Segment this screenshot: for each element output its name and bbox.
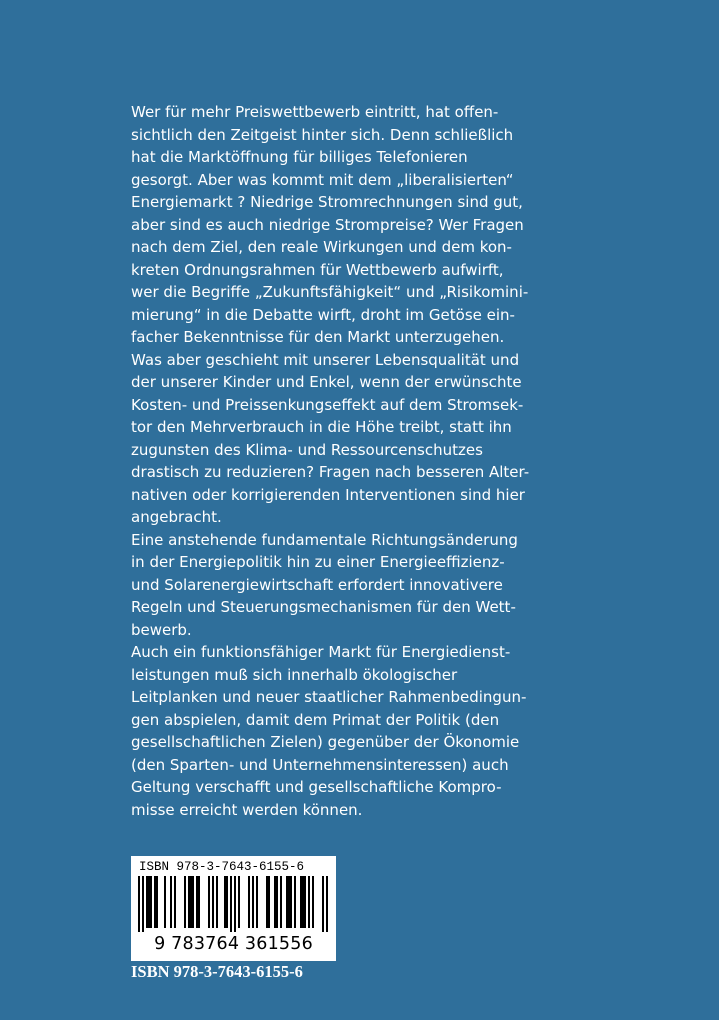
barcode-bar — [326, 876, 328, 932]
blurb-line: leistungen muß sich innerhalb ökologischer — [131, 665, 458, 684]
blurb-line: Regeln und Steuerungsmechanismen für den Wett- — [131, 598, 516, 616]
blurb-line: in der Energiepolitik hin zu einer Energieeffizienz- — [131, 553, 505, 571]
barcode-bar — [196, 876, 198, 928]
blurb-line: wer die Begriffe „Zukunftsfähigkeit“ und „Risikomini- — [131, 283, 529, 301]
blurb-line: gesorgt. Aber was kommt mit dem „liberalisierten“ — [131, 170, 514, 189]
barcode-bar — [190, 876, 192, 928]
blurb-line: nach dem Ziel, den reale Wirkungen und dem kon- — [131, 238, 512, 256]
blurb-line: (den Sparten- und Unternehmensinteressen) auch — [131, 755, 509, 774]
blurb-line: gesellschaftlichen Zielen) gegenüber der Ökonomie — [131, 733, 520, 751]
blurb-line: Leitplanken und neuer staatlicher Rahmenbedingun- — [131, 688, 527, 706]
barcode-bar — [208, 876, 210, 928]
blurb-line: kreten Ordnungsrahmen für Wettbewerb aufwirft, — [131, 260, 504, 279]
barcode-bar — [252, 876, 254, 928]
barcode-bar — [248, 876, 250, 928]
barcode-bar — [294, 876, 296, 928]
barcode-bar — [150, 876, 152, 928]
blurb-line: bewerb. — [131, 620, 192, 639]
blurb-line: zugunsten des Klima- und Ressourcenschutzes — [131, 440, 483, 459]
blurb-line: angebracht. — [131, 508, 222, 526]
isbn-top-label: ISBN 978-3-7643-6155-6 — [139, 860, 305, 874]
isbn-bottom-label: ISBN 978-3-7643-6155-6 — [131, 962, 303, 981]
blurb-line: Kosten- und Preissenkungseffekt auf dem Stromsek- — [131, 395, 524, 414]
barcode-bar — [290, 876, 292, 928]
blurb-line: mierung“ in die Debatte wirft, droht im Getöse ein- — [131, 305, 515, 324]
barcode-bar — [170, 876, 172, 928]
barcode-bar — [198, 876, 200, 928]
barcode-bar — [266, 876, 268, 928]
blurb-line: Auch ein funktionsfähiger Markt für Energiedienst- — [131, 643, 511, 661]
barcode-bar — [174, 876, 176, 928]
barcode-bar — [276, 876, 278, 928]
barcode-bar — [148, 876, 150, 928]
barcode-bar — [308, 876, 310, 928]
blurb-line: misse erreicht werden können. — [131, 800, 363, 819]
blurb-line: Eine anstehende fundamentale Richtungsänderung — [131, 530, 518, 549]
barcode-bar — [154, 876, 156, 928]
barcode-bar — [230, 876, 232, 932]
barcode-bar — [188, 876, 190, 928]
barcode-label — [131, 856, 336, 961]
blurb-line: Geltung verschafft und gesellschaftliche Kompro- — [131, 778, 502, 796]
blurb-line: drastisch zu reduzieren? Fragen nach besseren Alter- — [131, 463, 530, 481]
back-cover-blurb — [131, 101, 551, 821]
barcode-bar — [146, 876, 148, 928]
barcode-bar — [184, 876, 186, 928]
blurb-line: der unserer Kinder und Enkel, wenn der erwünschte — [131, 373, 522, 391]
barcode-bar — [224, 876, 226, 928]
barcode-bar — [226, 876, 228, 928]
blurb-line: Wer für mehr Preiswettbewerb eintritt, hat offen- — [131, 103, 499, 121]
barcode-bar — [138, 876, 140, 932]
blurb-line: facher Bekenntnisse für den Markt unterzugehen. — [131, 328, 505, 346]
barcode-bars — [136, 876, 331, 932]
barcode-bar — [280, 876, 282, 928]
barcode-bar — [212, 876, 214, 928]
barcode-bar — [288, 876, 290, 928]
barcode-bar — [322, 876, 324, 932]
blurb-line: sichtlich den Zeitgeist hinter sich. Denn schließlich — [131, 125, 514, 144]
barcode-bar — [216, 876, 218, 928]
barcode-bar — [156, 876, 158, 928]
blurb-line: nativen oder korrigierenden Interventionen sind hier — [131, 485, 525, 504]
barcode-bar — [302, 876, 304, 928]
barcode-bar — [234, 876, 236, 932]
barcode-bar — [312, 876, 314, 928]
blurb-line: tor den Mehrverbrauch in die Höhe treibt, statt ihn — [131, 418, 512, 436]
ean-digits: 9 783764 361556 — [154, 934, 313, 954]
barcode-bar — [268, 876, 270, 928]
barcode-bar — [304, 876, 306, 928]
barcode-bar — [192, 876, 194, 928]
blurb-line: Energiemarkt ? Niedrige Stromrechnungen sind gut, — [131, 193, 523, 211]
blurb-line: gen abspielen, damit dem Primat der Politik (den — [131, 710, 500, 729]
barcode-bar — [300, 876, 302, 928]
barcode-bar — [256, 876, 258, 928]
blurb-line: aber sind es auch niedrige Strompreise? Wer Fragen — [131, 215, 524, 234]
barcode-bar — [286, 876, 288, 928]
barcode-bar — [142, 876, 144, 932]
barcode-bar — [274, 876, 276, 928]
blurb-line: hat die Marktöffnung für billiges Telefonieren — [131, 148, 468, 166]
barcode-bar — [238, 876, 240, 928]
blurb-line: und Solarenergiewirtschaft erfordert innovativere — [131, 575, 503, 594]
blurb-line: Was aber geschieht mit unserer Lebensqualität und — [131, 350, 520, 369]
barcode-bar — [164, 876, 166, 928]
